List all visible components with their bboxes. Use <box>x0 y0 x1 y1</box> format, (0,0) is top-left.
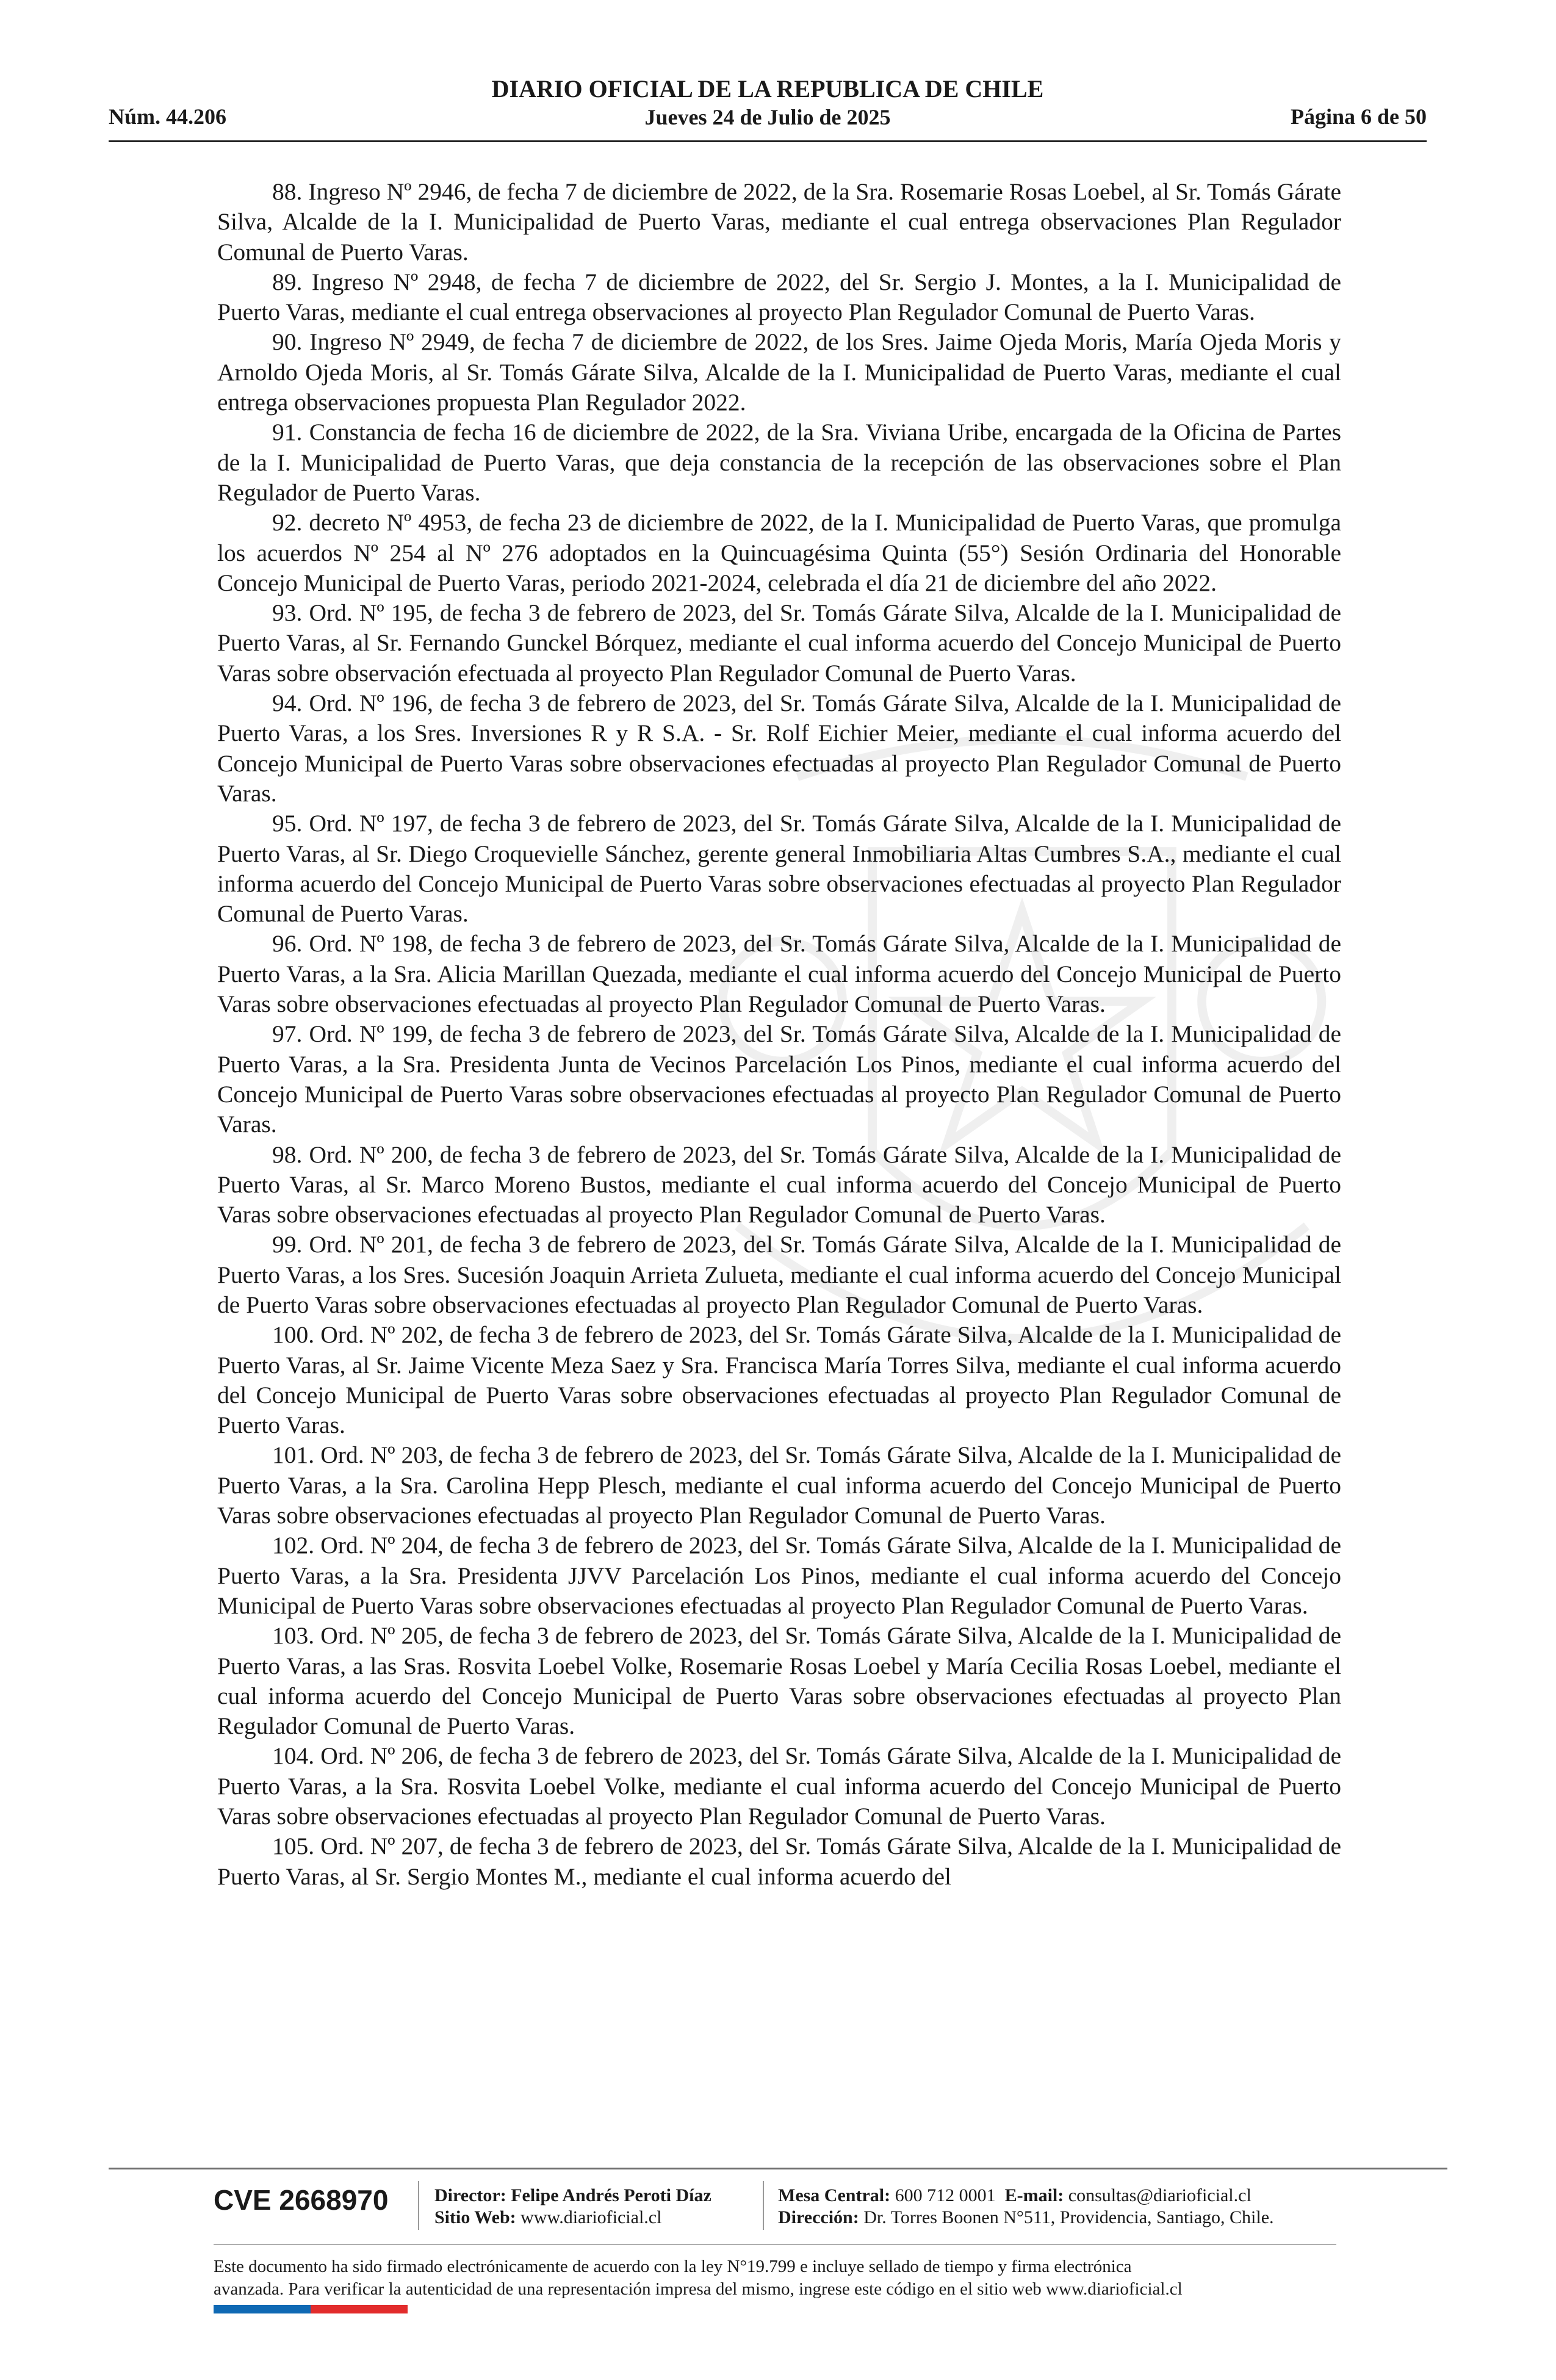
paragraph-103: 103. Ord. Nº 205, de fecha 3 de febrero de 2023, del Sr. Tomás Gárate Silva, Alcalde de la I. Municipalidad de Puerto Varas, a las Sras. Rosvita Loebel Volke, Rosemarie Rosas Loebel y María Cecilia Rosas Loebel, mediante el cual informa acuerdo del Concejo Municipal de Puerto Varas sobre observaciones efectuadas al proyecto Plan Regulador Comunal de Puerto Varas. <box>217 1622 1341 1740</box>
phone-label: Mesa Central: <box>778 2185 891 2205</box>
paragraph-100: 100. Ord. Nº 202, de fecha 3 de febrero de 2023, del Sr. Tomás Gárate Silva, Alcalde de la I. Municipalidad de Puerto Varas, al Sr. Jaime Vicente Meza Saez y Sra. Francisca María Torres Silva, mediante el cual informa acuerdo del Concejo Municipal de Puerto Varas sobre observaciones efectuadas al proyecto Plan Regulador Comunal de Puerto Varas. <box>217 1321 1341 1439</box>
header-divider <box>109 140 1427 142</box>
page-header <box>109 74 1427 146</box>
cve-code: CVE 2668970 <box>214 2184 389 2216</box>
contact-block <box>778 2185 1274 2229</box>
paragraph-95: 95. Ord. Nº 197, de fecha 3 de febrero de 2023, del Sr. Tomás Gárate Silva, Alcalde de la I. Municipalidad de Puerto Varas, al Sr. Diego Croquevielle Sánchez, gerente general Inmobiliaria Altas Cumbres S.A., mediante el cual informa acuerdo del Concejo Municipal de Puerto Varas sobre observaciones efectuadas al proyecto Plan Regulador Comunal de Puerto Varas. <box>217 810 1341 928</box>
footer-separator <box>418 2181 419 2230</box>
document-body <box>217 177 1341 1892</box>
paragraph-91: 91. Constancia de fecha 16 de diciembre de 2022, de la Sra. Viviana Uribe, encargada de la Oficina de Partes de la I. Municipalidad de Puerto Varas, que deja constancia de la recepción de las observaciones sobre el Plan Regulador de Puerto Varas. <box>217 419 1341 506</box>
email-label: E-mail: <box>1004 2185 1064 2205</box>
footer-thin-divider <box>214 2244 1336 2245</box>
page-number: Página 6 de 50 <box>1290 104 1427 129</box>
flag-color-bar <box>214 2305 408 2313</box>
paragraph-105: 105. Ord. Nº 207, de fecha 3 de febrero de 2023, del Sr. Tomás Gárate Silva, Alcalde de la I. Municipalidad de Puerto Varas, al Sr. Sergio Montes M., mediante el cual informa acuerdo del <box>217 1833 1341 1890</box>
phone-number: 600 712 0001 <box>895 2185 996 2205</box>
footer-separator <box>763 2181 764 2230</box>
signature-notice <box>214 2256 1373 2301</box>
website-link[interactable]: www.diarioficial.cl <box>520 2207 662 2227</box>
email-link[interactable]: consultas@diarioficial.cl <box>1068 2185 1252 2205</box>
paragraph-101: 101. Ord. Nº 203, de fecha 3 de febrero de 2023, del Sr. Tomás Gárate Silva, Alcalde de la I. Municipalidad de Puerto Varas, a la Sra. Carolina Hepp Plesch, mediante el cual informa acuerdo del Concejo Municipal de Puerto Varas sobre observaciones efectuadas al proyecto Plan Regulador Comunal de Puerto Varas. <box>217 1441 1341 1529</box>
paragraph-88: 88. Ingreso Nº 2946, de fecha 7 de diciembre de 2022, de la Sra. Rosemarie Rosas Loebel, al Sr. Tomás Gárate Silva, Alcalde de la I. Municipalidad de Puerto Varas, mediante el cual entrega observaciones Plan Regulador Comunal de Puerto Varas. <box>217 178 1341 265</box>
notice-line: Este documento ha sido firmado electrónicamente de acuerdo con la ley N°19.799 e incluye sellado de tiempo y firma electrónica <box>214 2257 1132 2276</box>
paragraph-90: 90. Ingreso Nº 2949, de fecha 7 de diciembre de 2022, de los Sres. Jaime Ojeda Moris, María Ojeda Moris y Arnoldo Ojeda Moris, al Sr. Tomás Gárate Silva, Alcalde de la I. Municipalidad de Puerto Varas, mediante el cual entrega observaciones propuesta Plan Regulador 2022. <box>217 328 1341 416</box>
paragraph-98: 98. Ord. Nº 200, de fecha 3 de febrero de 2023, del Sr. Tomás Gárate Silva, Alcalde de la I. Municipalidad de Puerto Varas, al Sr. Marco Moreno Bustos, mediante el cual informa acuerdo del Concejo Municipal de Puerto Varas sobre observaciones efectuadas al proyecto Plan Regulador Comunal de Puerto Varas. <box>217 1141 1341 1228</box>
notice-line: avanzada. Para verificar la autenticidad de una representación impresa del mismo, ingrese este código en el sitio web www.diarioficial.cl <box>214 2279 1183 2299</box>
paragraph-89: 89. Ingreso Nº 2948, de fecha 7 de diciembre de 2022, del Sr. Sergio J. Montes, a la I. Municipalidad de Puerto Varas, mediante el cual entrega observaciones al proyecto Plan Regulador Comunal de Puerto Varas. <box>217 268 1341 326</box>
address-label: Dirección: <box>778 2207 859 2227</box>
footer-divider <box>109 2168 1447 2169</box>
website-label: Sitio Web: <box>434 2207 516 2227</box>
issue-number: Núm. 44.206 <box>109 104 227 129</box>
paragraph-99: 99. Ord. Nº 201, de fecha 3 de febrero de 2023, del Sr. Tomás Gárate Silva, Alcalde de la I. Municipalidad de Puerto Varas, a los Sres. Sucesión Joaquin Arrieta Zulueta, mediante el cual informa acuerdo del Concejo Municipal de Puerto Varas sobre observaciones efectuadas al proyecto Plan Regulador Comunal de Puerto Varas. <box>217 1231 1341 1318</box>
paragraph-104: 104. Ord. Nº 206, de fecha 3 de febrero de 2023, del Sr. Tomás Gárate Silva, Alcalde de la I. Municipalidad de Puerto Varas, a la Sra. Rosvita Loebel Volke, mediante el cual informa acuerdo del Concejo Municipal de Puerto Varas sobre observaciones efectuadas al proyecto Plan Regulador Comunal de Puerto Varas. <box>217 1742 1341 1830</box>
masthead <box>109 74 1427 131</box>
flag-blue-stripe <box>214 2305 311 2313</box>
director-label: Director: <box>434 2185 506 2205</box>
paragraph-94: 94. Ord. Nº 196, de fecha 3 de febrero de 2023, del Sr. Tomás Gárate Silva, Alcalde de la I. Municipalidad de Puerto Varas, a los Sres. Inversiones R y R S.A. - Sr. Rolf Eichier Meier, mediante el cual informa acuerdo del Concejo Municipal de Puerto Varas sobre observaciones efectuadas al proyecto Plan Regulador Comunal de Puerto Varas. <box>217 690 1341 807</box>
issue-date: Jueves 24 de Julio de 2025 <box>644 105 891 129</box>
paragraph-93: 93. Ord. Nº 195, de fecha 3 de febrero de 2023, del Sr. Tomás Gárate Silva, Alcalde de la I. Municipalidad de Puerto Varas, al Sr. Fernando Gunckel Bórquez, mediante el cual informa acuerdo del Concejo Municipal de Puerto Varas sobre observación efectuada al proyecto Plan Regulador Comunal de Puerto Varas. <box>217 599 1341 687</box>
address-text: Dr. Torres Boonen N°511, Providencia, Santiago, Chile. <box>863 2207 1274 2227</box>
director-name: Felipe Andrés Peroti Díaz <box>511 2185 711 2205</box>
paragraph-92: 92. decreto Nº 4953, de fecha 23 de diciembre de 2022, de la I. Municipalidad de Puerto Varas, que promulga los acuerdos Nº 254 al Nº 276 adoptados en la Quincuagésima Quinta (55°) Sesión Ordinaria del Honorable Concejo Municipal de Puerto Varas, periodo 2021-2024, celebrada el día 21 de diciembre del año 2022. <box>217 509 1341 596</box>
paragraph-102: 102. Ord. Nº 204, de fecha 3 de febrero de 2023, del Sr. Tomás Gárate Silva, Alcalde de la I. Municipalidad de Puerto Varas, a la Sra. Presidenta JJVV Parcelación Los Pinos, mediante el cual informa acuerdo del Concejo Municipal de Puerto Varas sobre observaciones efectuadas al proyecto Plan Regulador Comunal de Puerto Varas. <box>217 1532 1341 1619</box>
paragraph-96: 96. Ord. Nº 198, de fecha 3 de febrero de 2023, del Sr. Tomás Gárate Silva, Alcalde de la I. Municipalidad de Puerto Varas, a la Sra. Alicia Marillan Quezada, mediante el cual informa acuerdo del Concejo Municipal de Puerto Varas sobre observaciones efectuadas al proyecto Plan Regulador Comunal de Puerto Varas. <box>217 930 1341 1018</box>
director-block <box>434 2185 711 2229</box>
journal-title: DIARIO OFICIAL DE LA REPUBLICA DE CHILE <box>491 75 1044 103</box>
flag-red-stripe <box>311 2305 408 2313</box>
paragraph-97: 97. Ord. Nº 199, de fecha 3 de febrero de 2023, del Sr. Tomás Gárate Silva, Alcalde de la I. Municipalidad de Puerto Varas, a la Sra. Presidenta Junta de Vecinos Parcelación Los Pinos, mediante el cual informa acuerdo del Concejo Municipal de Puerto Varas sobre observaciones efectuadas al proyecto Plan Regulador Comunal de Puerto Varas. <box>217 1020 1341 1138</box>
